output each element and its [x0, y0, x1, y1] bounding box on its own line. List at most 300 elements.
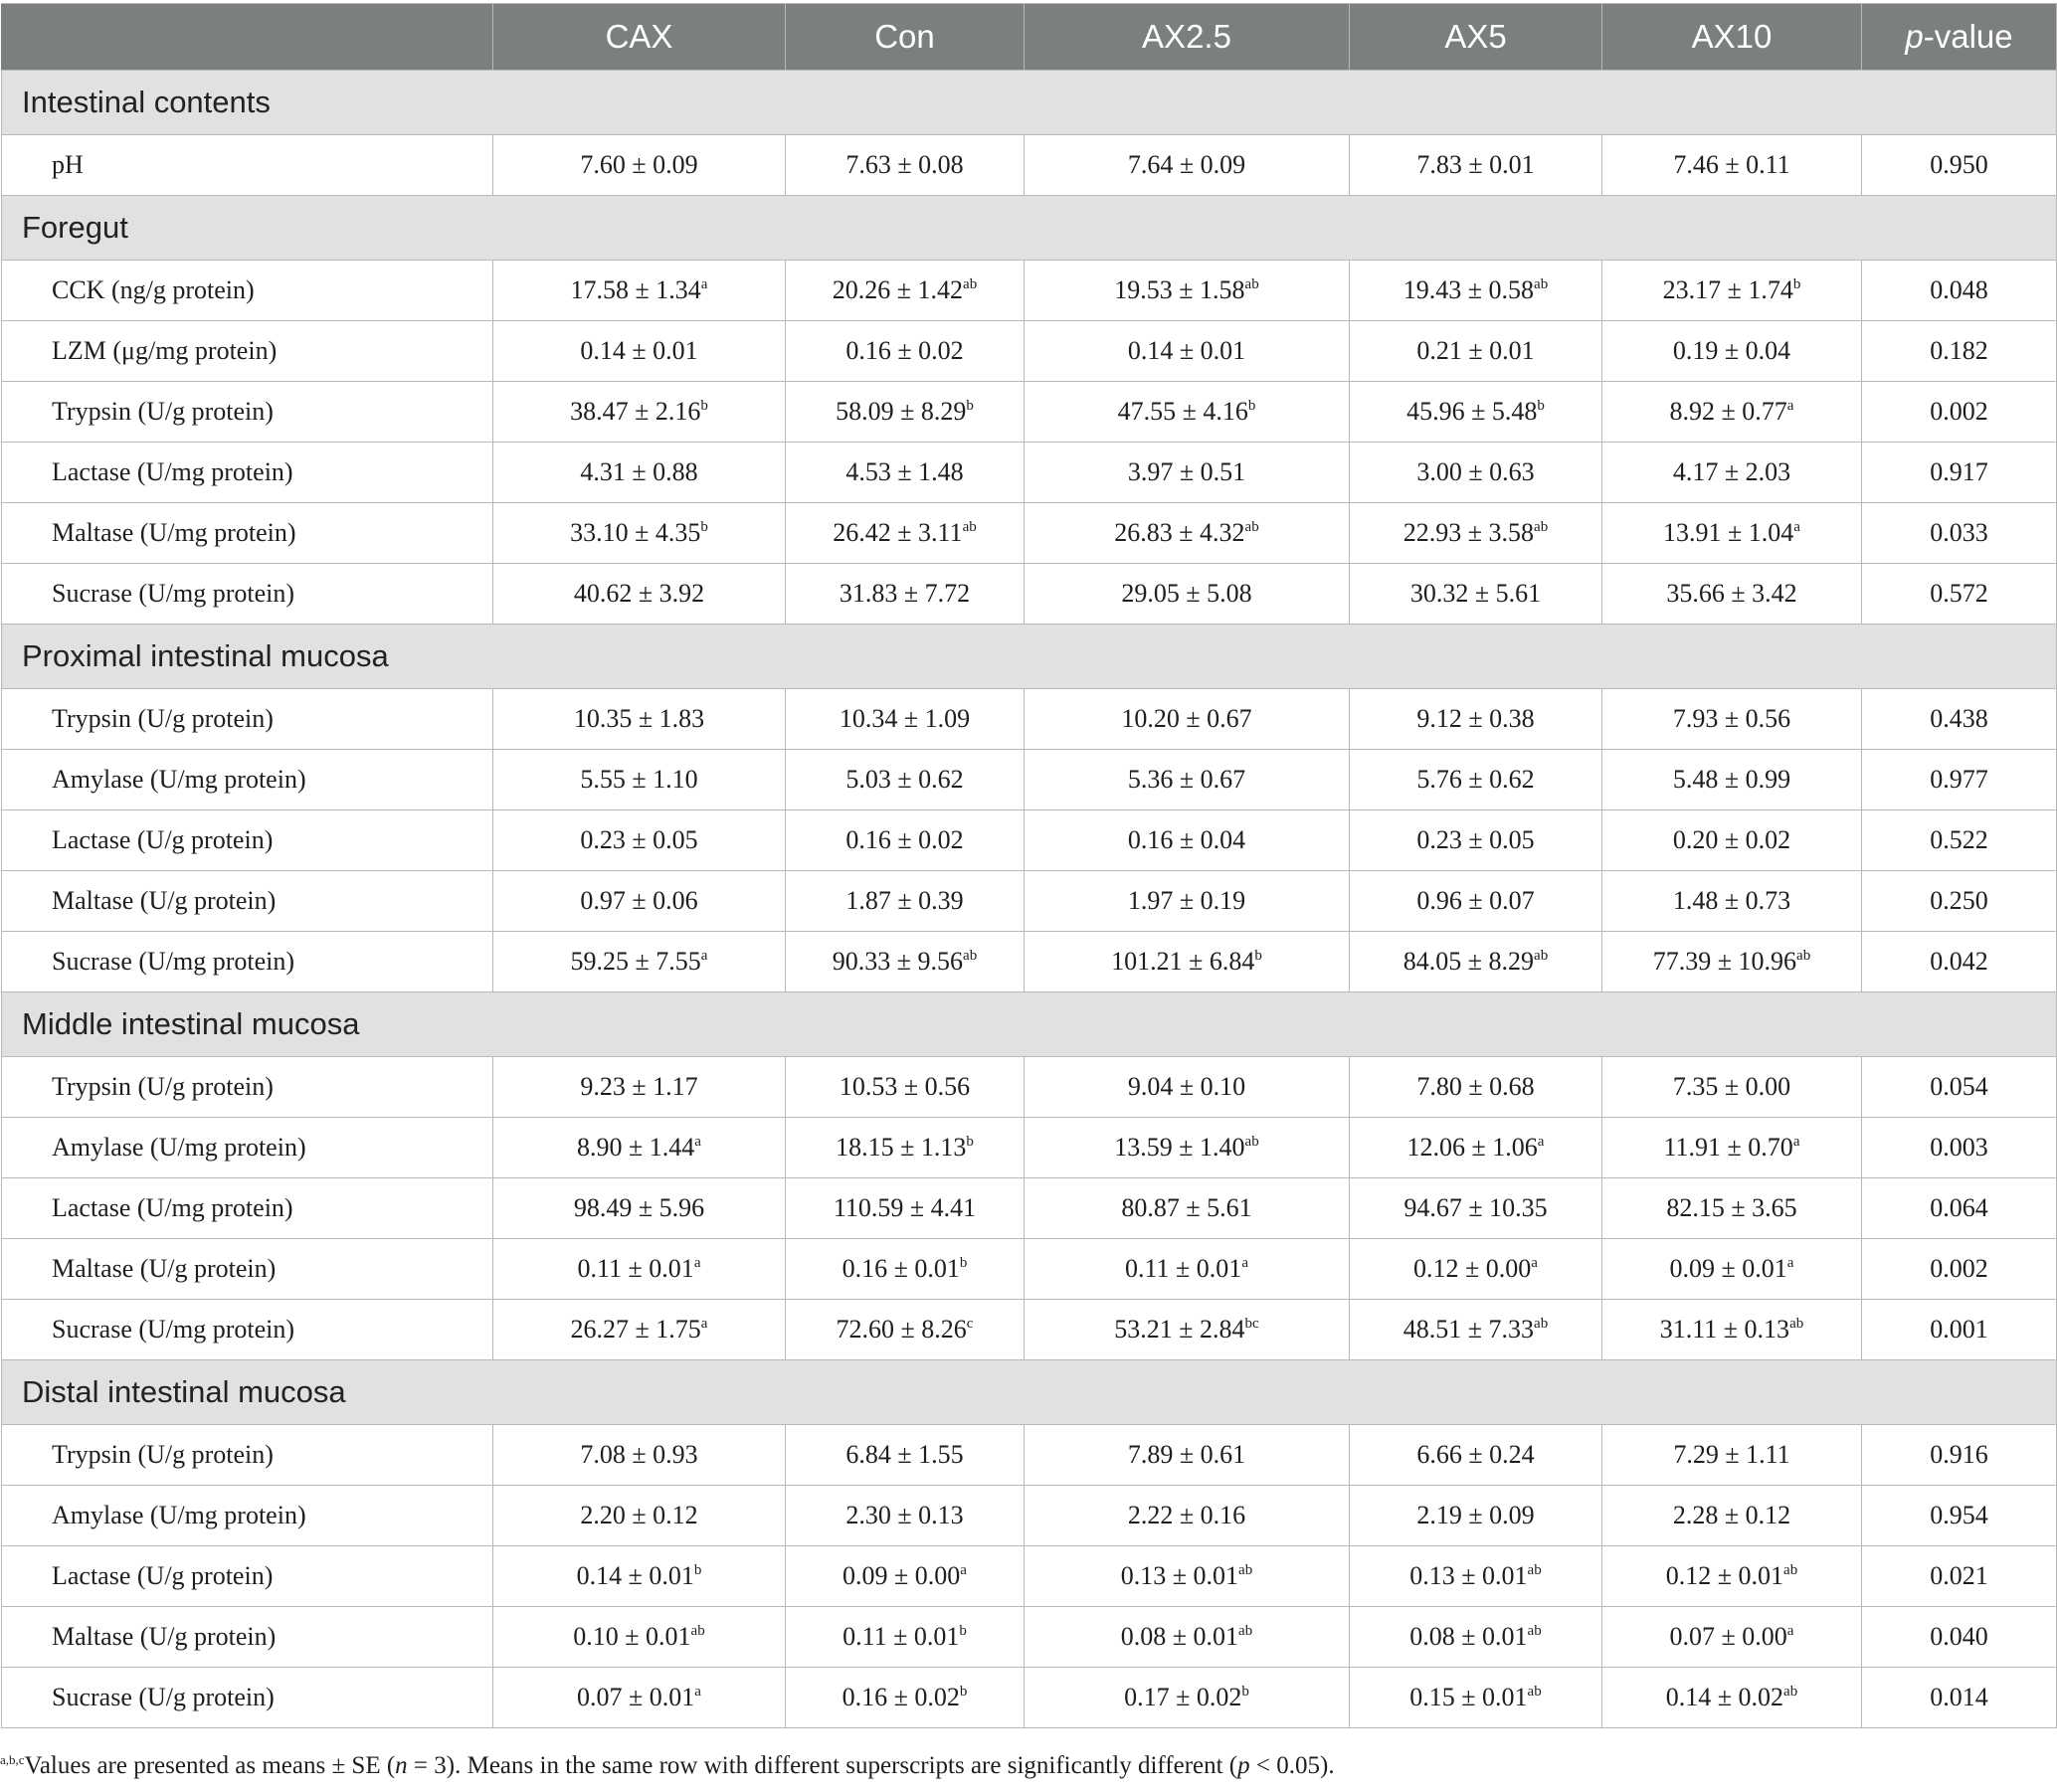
- cell-superscript: a: [1531, 1255, 1538, 1271]
- row-label: Lactase (U/mg protein): [2, 1178, 493, 1239]
- cell-superscript: ab: [1534, 519, 1549, 535]
- table-row: [2, 1239, 2057, 1300]
- cell-value: 0.11 ± 0.01: [842, 1622, 960, 1651]
- footnote-text-3: < 0.05).: [1249, 1752, 1335, 1779]
- cell-superscript: a: [960, 1562, 967, 1578]
- value-cell: [1602, 382, 1862, 443]
- cell-superscript: ab: [1527, 1623, 1542, 1639]
- row-label: Sucrase (U/mg protein): [2, 1300, 493, 1360]
- cell-value: 35.66 ± 3.42: [1666, 579, 1797, 608]
- value-cell: [786, 1239, 1025, 1300]
- cell-superscript: c: [966, 1316, 974, 1332]
- cell-value: 0.13 ± 0.01: [1120, 1561, 1239, 1590]
- value-cell: [1025, 1178, 1350, 1239]
- value-cell: [1350, 689, 1602, 750]
- value-cell: [493, 750, 786, 810]
- cell-superscript: ab: [963, 276, 978, 292]
- cell-value: 7.46 ± 0.11: [1673, 150, 1790, 179]
- value-cell: [786, 810, 1025, 871]
- cell-superscript: a: [693, 1255, 701, 1271]
- cell-superscript: b: [700, 398, 708, 414]
- row-label: Trypsin (U/g protein): [2, 689, 493, 750]
- cell-value: 13.59 ± 1.40: [1114, 1133, 1245, 1162]
- value-cell: [786, 871, 1025, 932]
- cell-value: 0.10 ± 0.01: [573, 1622, 691, 1651]
- cell-value: 2.30 ± 0.13: [845, 1501, 964, 1529]
- cell-value: 48.51 ± 7.33: [1402, 1315, 1535, 1344]
- value-cell: [1350, 1668, 1602, 1728]
- value-cell: [1025, 1546, 1350, 1607]
- value-cell: [493, 1239, 786, 1300]
- value-cell: [1025, 1118, 1350, 1178]
- header-p-suffix: -value: [1923, 18, 2013, 55]
- row-label: Maltase (U/mg protein): [2, 503, 493, 564]
- p-value-cell: 0.002: [1862, 382, 2057, 443]
- p-value-cell: 0.033: [1862, 503, 2057, 564]
- cell-superscript: a: [1241, 1255, 1248, 1271]
- value-cell: [786, 135, 1025, 196]
- cell-value: 18.15 ± 1.13: [836, 1133, 967, 1162]
- value-cell: [493, 1118, 786, 1178]
- section-row: [2, 1360, 2057, 1425]
- value-cell: [1350, 1057, 1602, 1118]
- cell-superscript: ab: [1783, 1562, 1798, 1578]
- cell-superscript: ab: [1783, 1684, 1798, 1700]
- cell-value: 0.07 ± 0.00: [1669, 1622, 1787, 1651]
- cell-superscript: b: [700, 519, 708, 535]
- section-title: Foregut: [2, 196, 2057, 261]
- p-value-cell: 0.250: [1862, 871, 2057, 932]
- cell-superscript: b: [1537, 398, 1545, 414]
- cell-superscript: ab: [1244, 1134, 1259, 1150]
- cell-value: 0.16 ± 0.01: [842, 1254, 960, 1283]
- value-cell: [1350, 1118, 1602, 1178]
- value-cell: [1025, 503, 1350, 564]
- cell-value: 5.76 ± 0.62: [1416, 765, 1535, 794]
- cell-superscript: a: [1792, 1134, 1800, 1150]
- cell-value: 7.83 ± 0.01: [1416, 150, 1535, 179]
- cell-value: 0.23 ± 0.05: [580, 825, 698, 854]
- value-cell: [786, 1668, 1025, 1728]
- cell-value: 30.32 ± 5.61: [1409, 579, 1542, 608]
- value-cell: [493, 503, 786, 564]
- cell-value: 3.00 ± 0.63: [1416, 457, 1535, 486]
- cell-value: 84.05 ± 8.29: [1402, 947, 1535, 976]
- cell-superscript: ab: [1244, 276, 1259, 292]
- cell-value: 31.83 ± 7.72: [839, 579, 971, 608]
- cell-value: 33.10 ± 4.35: [570, 518, 701, 547]
- value-cell: [493, 810, 786, 871]
- cell-value: 0.19 ± 0.04: [1672, 336, 1791, 365]
- p-value-cell: 0.014: [1862, 1668, 2057, 1728]
- value-cell: [786, 1300, 1025, 1360]
- value-cell: [493, 932, 786, 992]
- cell-value: 0.14 ± 0.02: [1665, 1683, 1784, 1711]
- cell-value: 7.93 ± 0.56: [1672, 704, 1791, 733]
- cell-superscript: ab: [1534, 1316, 1549, 1332]
- value-cell: [1350, 750, 1602, 810]
- cell-superscript: b: [966, 398, 974, 414]
- row-label: Maltase (U/g protein): [2, 1607, 493, 1668]
- p-value-cell: 0.950: [1862, 135, 2057, 196]
- cell-value: 0.08 ± 0.01: [1120, 1622, 1239, 1651]
- cell-value: 29.05 ± 5.08: [1121, 579, 1252, 608]
- section-row: [2, 71, 2057, 135]
- cell-value: 2.22 ± 0.16: [1127, 1501, 1246, 1529]
- value-cell: [786, 1118, 1025, 1178]
- value-cell: [1602, 810, 1862, 871]
- p-value-cell: 0.064: [1862, 1178, 2057, 1239]
- cell-value: 47.55 ± 4.16: [1117, 397, 1248, 426]
- value-cell: [493, 1668, 786, 1728]
- value-cell: [786, 1607, 1025, 1668]
- header-cell-ax5: AX5: [1350, 4, 1602, 71]
- value-cell: [1025, 810, 1350, 871]
- cell-superscript: ab: [690, 1623, 705, 1639]
- cell-value: 19.43 ± 0.58: [1402, 275, 1535, 304]
- cell-value: 9.04 ± 0.10: [1127, 1072, 1246, 1101]
- value-cell: [1602, 1300, 1862, 1360]
- cell-value: 2.20 ± 0.12: [580, 1501, 698, 1529]
- value-cell: [493, 1178, 786, 1239]
- cell-value: 0.14 ± 0.01: [1127, 336, 1246, 365]
- table-row: [2, 750, 2057, 810]
- value-cell: [1602, 261, 1862, 321]
- cell-value: 3.97 ± 0.51: [1127, 457, 1246, 486]
- value-cell: [1025, 932, 1350, 992]
- value-cell: [1602, 135, 1862, 196]
- cell-superscript: b: [1241, 1684, 1249, 1700]
- p-value-cell: 0.182: [1862, 321, 2057, 382]
- cell-value: 0.11 ± 0.01: [1125, 1254, 1242, 1283]
- value-cell: [1602, 321, 1862, 382]
- value-cell: [1350, 443, 1602, 503]
- p-value-cell: 0.977: [1862, 750, 2057, 810]
- cell-superscript: ab: [1527, 1684, 1542, 1700]
- value-cell: [1602, 871, 1862, 932]
- row-label: Maltase (U/g protein): [2, 1239, 493, 1300]
- table-row: [2, 503, 2057, 564]
- p-value-cell: 0.916: [1862, 1425, 2057, 1486]
- section-row: [2, 625, 2057, 689]
- value-cell: [1602, 750, 1862, 810]
- cell-value: 38.47 ± 2.16: [570, 397, 701, 426]
- cell-value: 6.66 ± 0.24: [1416, 1440, 1535, 1469]
- cell-value: 58.09 ± 8.29: [836, 397, 967, 426]
- cell-value: 0.16 ± 0.02: [845, 825, 964, 854]
- cell-value: 0.12 ± 0.00: [1413, 1254, 1532, 1283]
- row-label: Lactase (U/g protein): [2, 810, 493, 871]
- cell-value: 0.14 ± 0.01: [576, 1561, 694, 1590]
- p-value-cell: 0.002: [1862, 1239, 2057, 1300]
- cell-value: 0.16 ± 0.02: [845, 336, 964, 365]
- cell-value: 72.60 ± 8.26: [836, 1315, 967, 1344]
- section-title: Distal intestinal mucosa: [2, 1360, 2057, 1425]
- row-label: Amylase (U/mg protein): [2, 1486, 493, 1546]
- cell-value: 7.63 ± 0.08: [845, 150, 964, 179]
- value-cell: [1350, 382, 1602, 443]
- table-row: [2, 564, 2057, 625]
- value-cell: [1025, 1239, 1350, 1300]
- cell-value: 98.49 ± 5.96: [573, 1193, 705, 1222]
- cell-superscript: b: [1254, 948, 1262, 964]
- section-title: Proximal intestinal mucosa: [2, 625, 2057, 689]
- p-value-cell: 0.438: [1862, 689, 2057, 750]
- cell-value: 0.21 ± 0.01: [1416, 336, 1535, 365]
- cell-value: 19.53 ± 1.58: [1114, 275, 1245, 304]
- row-label: Lactase (U/mg protein): [2, 443, 493, 503]
- value-cell: [786, 689, 1025, 750]
- value-cell: [1350, 1178, 1602, 1239]
- cell-value: 10.53 ± 0.56: [839, 1072, 971, 1101]
- value-cell: [786, 261, 1025, 321]
- cell-value: 1.97 ± 0.19: [1127, 886, 1246, 915]
- p-value-cell: 0.917: [1862, 443, 2057, 503]
- cell-value: 1.87 ± 0.39: [845, 886, 964, 915]
- value-cell: [1025, 1057, 1350, 1118]
- cell-superscript: ab: [1244, 519, 1259, 535]
- cell-superscript: b: [959, 1684, 968, 1700]
- value-cell: [1602, 564, 1862, 625]
- header-cell-empty: [2, 4, 493, 71]
- cell-superscript: b: [1792, 276, 1801, 292]
- cell-value: 20.26 ± 1.42: [832, 275, 964, 304]
- value-cell: [1602, 689, 1862, 750]
- section-row: [2, 196, 2057, 261]
- value-cell: [1025, 689, 1350, 750]
- p-value-cell: 0.054: [1862, 1057, 2057, 1118]
- value-cell: [493, 382, 786, 443]
- cell-value: 0.15 ± 0.01: [1409, 1683, 1528, 1711]
- cell-value: 0.09 ± 0.00: [842, 1561, 961, 1590]
- value-cell: [493, 135, 786, 196]
- header-cell-ax10: AX10: [1602, 4, 1862, 71]
- cell-value: 11.91 ± 0.70: [1663, 1133, 1793, 1162]
- value-cell: [1602, 1486, 1862, 1546]
- table-row: [2, 689, 2057, 750]
- value-cell: [1025, 261, 1350, 321]
- cell-superscript: ab: [1527, 1562, 1542, 1578]
- cell-value: 82.15 ± 3.65: [1666, 1193, 1797, 1222]
- value-cell: [1350, 1425, 1602, 1486]
- cell-value: 0.16 ± 0.04: [1127, 825, 1246, 854]
- cell-superscript: ab: [1534, 948, 1549, 964]
- value-cell: [786, 932, 1025, 992]
- table-row: [2, 321, 2057, 382]
- value-cell: [1025, 871, 1350, 932]
- value-cell: [1350, 261, 1602, 321]
- value-cell: [493, 321, 786, 382]
- cell-value: 0.97 ± 0.06: [580, 886, 698, 915]
- table-row: [2, 1486, 2057, 1546]
- table-row: [2, 1546, 2057, 1607]
- cell-superscript: ab: [962, 519, 977, 535]
- value-cell: [493, 1607, 786, 1668]
- row-label: Trypsin (U/g protein): [2, 1425, 493, 1486]
- table-row: [2, 382, 2057, 443]
- table-row: [2, 871, 2057, 932]
- cell-value: 7.35 ± 0.00: [1672, 1072, 1791, 1101]
- cell-value: 10.34 ± 1.09: [839, 704, 971, 733]
- cell-superscript: b: [693, 1562, 702, 1578]
- cell-superscript: ab: [1789, 1316, 1804, 1332]
- cell-value: 12.06 ± 1.06: [1406, 1133, 1538, 1162]
- value-cell: [1025, 750, 1350, 810]
- cell-superscript: a: [694, 1684, 701, 1700]
- value-cell: [1025, 1668, 1350, 1728]
- value-cell: [493, 261, 786, 321]
- value-cell: [1350, 321, 1602, 382]
- cell-value: 101.21 ± 6.84: [1111, 947, 1255, 976]
- cell-superscript: b: [959, 1623, 967, 1639]
- cell-value: 7.60 ± 0.09: [580, 150, 698, 179]
- value-cell: [1602, 1546, 1862, 1607]
- value-cell: [493, 443, 786, 503]
- cell-value: 17.58 ± 1.34: [570, 275, 701, 304]
- row-label: Sucrase (U/g protein): [2, 1668, 493, 1728]
- value-cell: [1025, 443, 1350, 503]
- cell-value: 9.12 ± 0.38: [1416, 704, 1535, 733]
- value-cell: [1602, 503, 1862, 564]
- value-cell: [1602, 1425, 1862, 1486]
- value-cell: [493, 1486, 786, 1546]
- table-row: [2, 443, 2057, 503]
- cell-value: 0.23 ± 0.05: [1416, 825, 1535, 854]
- cell-value: 0.12 ± 0.01: [1665, 1561, 1784, 1590]
- value-cell: [1025, 1607, 1350, 1668]
- cell-superscript: ab: [1238, 1623, 1253, 1639]
- cell-value: 0.16 ± 0.02: [842, 1683, 960, 1711]
- table-row: [2, 1300, 2057, 1360]
- footnote-text-2: = 3). Means in the same row with different superscripts are significantly different (: [407, 1752, 1238, 1779]
- value-cell: [786, 443, 1025, 503]
- value-cell: [786, 382, 1025, 443]
- row-label: Maltase (U/g protein): [2, 871, 493, 932]
- value-cell: [1350, 1300, 1602, 1360]
- value-cell: [786, 1057, 1025, 1118]
- row-label: Trypsin (U/g protein): [2, 382, 493, 443]
- value-cell: [1025, 1425, 1350, 1486]
- cell-value: 5.36 ± 0.67: [1127, 765, 1246, 794]
- cell-value: 0.17 ± 0.02: [1124, 1683, 1242, 1711]
- cell-value: 1.48 ± 0.73: [1672, 886, 1791, 915]
- cell-superscript: ab: [1534, 276, 1549, 292]
- row-label: Amylase (U/mg protein): [2, 750, 493, 810]
- value-cell: [786, 321, 1025, 382]
- row-label: Sucrase (U/mg protein): [2, 932, 493, 992]
- footnote-superscripts: a,b,c: [0, 1752, 25, 1767]
- cell-value: 13.91 ± 1.04: [1663, 518, 1794, 547]
- value-cell: [493, 689, 786, 750]
- section-title: Intestinal contents: [2, 71, 2057, 135]
- value-cell: [786, 1546, 1025, 1607]
- value-cell: [1025, 1486, 1350, 1546]
- cell-superscript: ab: [1796, 948, 1811, 964]
- cell-value: 59.25 ± 7.55: [570, 947, 701, 976]
- footnote-p: p: [1237, 1752, 1250, 1779]
- cell-value: 0.96 ± 0.07: [1416, 886, 1535, 915]
- value-cell: [1602, 1239, 1862, 1300]
- table-row: [2, 1057, 2057, 1118]
- cell-value: 7.89 ± 0.61: [1127, 1440, 1246, 1469]
- cell-value: 0.13 ± 0.01: [1409, 1561, 1528, 1590]
- cell-value: 7.80 ± 0.68: [1416, 1072, 1535, 1101]
- cell-value: 4.17 ± 2.03: [1672, 457, 1791, 486]
- cell-superscript: b: [966, 1134, 974, 1150]
- section-title: Middle intestinal mucosa: [2, 992, 2057, 1057]
- table-footnote: [0, 1752, 1335, 1780]
- cell-value: 0.09 ± 0.01: [1669, 1254, 1787, 1283]
- cell-superscript: a: [700, 1316, 708, 1332]
- value-cell: [1025, 135, 1350, 196]
- row-label: CCK (ng/g protein): [2, 261, 493, 321]
- cell-value: 94.67 ± 10.35: [1403, 1193, 1548, 1222]
- cell-value: 5.48 ± 0.99: [1672, 765, 1791, 794]
- value-cell: [1025, 321, 1350, 382]
- section-row: [2, 992, 2057, 1057]
- table-row: [2, 1178, 2057, 1239]
- cell-value: 0.14 ± 0.01: [580, 336, 698, 365]
- table-row: [2, 135, 2057, 196]
- cell-superscript: ab: [963, 948, 978, 964]
- value-cell: [786, 1425, 1025, 1486]
- value-cell: [1350, 503, 1602, 564]
- header-cell-con: Con: [786, 4, 1025, 71]
- cell-value: 80.87 ± 5.61: [1121, 1193, 1252, 1222]
- table-row: [2, 1607, 2057, 1668]
- value-cell: [1602, 1668, 1862, 1728]
- value-cell: [1025, 564, 1350, 625]
- value-cell: [493, 1300, 786, 1360]
- value-cell: [1602, 1178, 1862, 1239]
- cell-superscript: bc: [1244, 1316, 1259, 1332]
- p-value-cell: 0.040: [1862, 1607, 2057, 1668]
- cell-value: 0.11 ± 0.01: [577, 1254, 694, 1283]
- header-cell-cax: CAX: [493, 4, 786, 71]
- cell-value: 7.64 ± 0.09: [1127, 150, 1246, 179]
- header-p-italic: p: [1905, 18, 1924, 55]
- cell-value: 8.90 ± 1.44: [577, 1133, 695, 1162]
- value-cell: [1602, 1118, 1862, 1178]
- value-cell: [786, 564, 1025, 625]
- table-row: [2, 810, 2057, 871]
- cell-value: 22.93 ± 3.58: [1402, 518, 1535, 547]
- cell-value: 6.84 ± 1.55: [845, 1440, 964, 1469]
- row-label: pH: [2, 135, 493, 196]
- value-cell: [1350, 135, 1602, 196]
- row-label: Lactase (U/g protein): [2, 1546, 493, 1607]
- cell-value: 5.55 ± 1.10: [580, 765, 698, 794]
- value-cell: [786, 1486, 1025, 1546]
- table-row: [2, 261, 2057, 321]
- cell-superscript: a: [1793, 519, 1800, 535]
- cell-value: 9.23 ± 1.17: [580, 1072, 698, 1101]
- cell-value: 10.35 ± 1.83: [573, 704, 705, 733]
- table-row: [2, 1425, 2057, 1486]
- cell-value: 0.07 ± 0.01: [577, 1683, 695, 1711]
- value-cell: [1350, 810, 1602, 871]
- footnote-n: n: [395, 1752, 408, 1779]
- value-cell: [786, 503, 1025, 564]
- value-cell: [1602, 1057, 1862, 1118]
- cell-superscript: a: [694, 1134, 701, 1150]
- table-row: [2, 1118, 2057, 1178]
- cell-superscript: a: [1786, 1255, 1794, 1271]
- cell-value: 0.08 ± 0.01: [1409, 1622, 1528, 1651]
- cell-value: 7.08 ± 0.93: [580, 1440, 698, 1469]
- cell-value: 40.62 ± 3.92: [573, 579, 705, 608]
- cell-superscript: a: [700, 276, 708, 292]
